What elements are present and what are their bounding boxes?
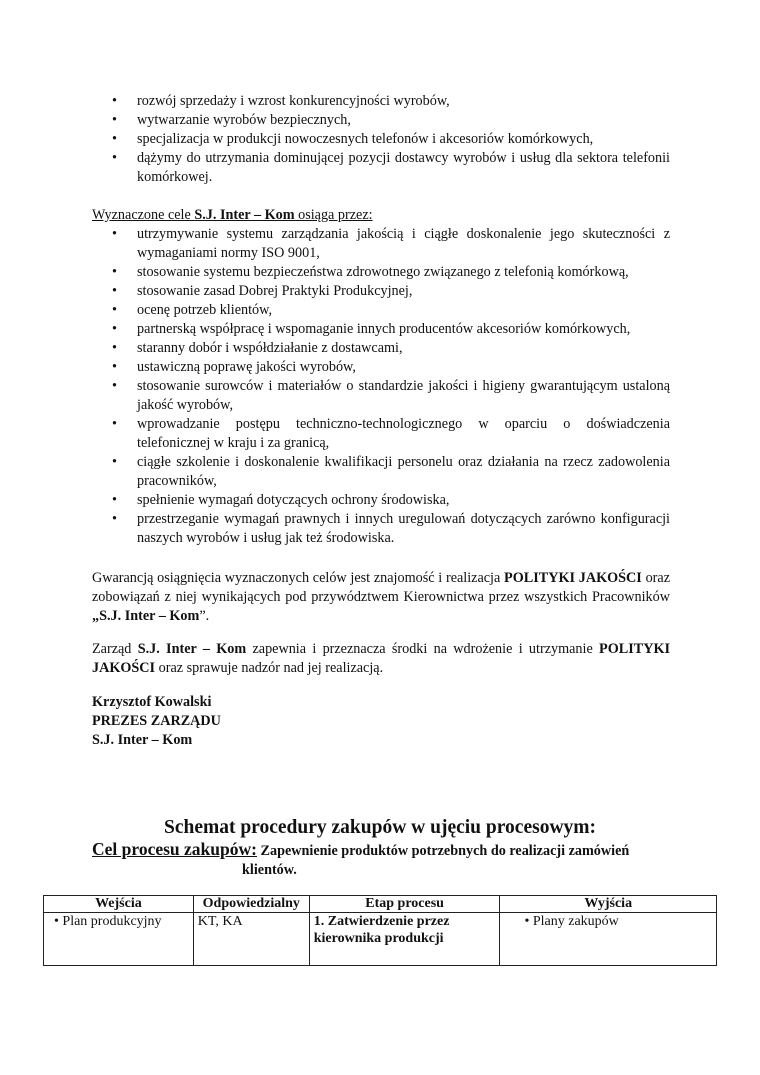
list-item: • partnerską współpracę i wspomaganie innych producentów akcesoriów komórkowych, <box>112 321 631 337</box>
list-item: • ocenę potrzeb klientów, <box>112 302 272 318</box>
list-item: • spełnienie wymagań dotyczących ochrony środowiska, <box>112 492 450 508</box>
bullet-icon: • <box>54 914 59 929</box>
list-item: • specjalizacja w produkcji nowoczesnych telefonów i akcesoriów komórkowych, <box>112 131 594 147</box>
bullet-icon: • <box>112 378 117 394</box>
bullet-icon: • <box>524 914 530 929</box>
cell-responsible: KT, KA <box>193 913 309 966</box>
bullet-icon: • <box>112 226 117 242</box>
header-responsible: Odpowiedzialny <box>193 896 309 913</box>
bullet-icon: • <box>112 131 117 147</box>
list-item: • wytwarzanie wyrobów bezpiecznych, <box>112 112 351 128</box>
table-row <box>44 913 717 966</box>
management-paragraph: Zarząd S.J. Inter – Kom zapewnia i przeznacza środki na wdrożenie i utrzymanie POLITYKI JAKOŚCI oraz sprawuje nadzór nad jej realizacją. <box>92 641 670 676</box>
bullet-icon: • <box>112 150 117 166</box>
list-item: • stosowanie surowców i materiałów o standardzie jakości i higieny gwarantującym ustaloną jakość wyrobów, <box>112 378 670 413</box>
list-item: • wprowadzanie postępu techniczno-technologicznego w oparciu o doświadczenia telefonicznej w kraju i za granicą, <box>112 416 670 451</box>
signature-name: Krzysztof Kowalski <box>92 694 212 710</box>
list-item: • staranny dobór i współdziałanie z dostawcami, <box>112 340 403 356</box>
schema-title: Schemat procedury zakupów w ujęciu procesowym: <box>163 817 597 838</box>
bullet-icon: • <box>112 416 117 432</box>
bullet-icon: • <box>112 359 117 375</box>
signature-company: S.J. Inter – Kom <box>92 732 193 748</box>
bullet-icon: • <box>112 93 117 109</box>
bullet-icon: • <box>112 511 117 527</box>
bullet-icon: • <box>112 454 117 470</box>
list-item: • rozwój sprzedaży i wzrost konkurencyjności wyrobów, <box>112 93 450 109</box>
bullet-icon: • <box>112 112 117 128</box>
goals-intro: Wyznaczone cele S.J. Inter – Kom osiąga przez: <box>92 207 373 223</box>
process-table <box>43 895 717 966</box>
process-goal-text: Zapewnienie produktów potrzebnych do realizacji zamówień <box>256 843 630 859</box>
list-item: • stosowanie systemu bezpieczeństwa zdrowotnego związanego z telefonią komórkową, <box>112 264 629 280</box>
process-goal-text-cont: klientów. <box>242 862 297 878</box>
goal-bullet-list <box>92 225 670 548</box>
bullet-icon: • <box>112 302 117 318</box>
signature-role: PREZES ZARZĄDU <box>92 713 221 729</box>
process-goal-label: Cel procesu zakupów: <box>92 839 257 859</box>
header-inputs: Wejścia <box>44 896 194 913</box>
cell-stage: 1. Zatwierdzenie przez kierownika produkcji <box>309 913 500 966</box>
process-goal <box>92 840 670 880</box>
list-item: • ciągłe szkolenie i doskonalenie kwalifikacji personelu oraz działania na rzecz zadowolenia pracowników, <box>112 454 670 489</box>
bullet-icon: • <box>112 340 117 356</box>
guarantee-paragraph: Gwarancją osiągnięcia wyznaczonych celów jest znajomość i realizacja POLITYKI JAKOŚCI oraz zobowiązań z niej wynikających pod przywództwem Kierownictwa przez wszystkich Pracowników „S.J. Inter – Kom”. <box>92 570 670 624</box>
cell-input: • Plan produkcyjny <box>44 913 194 966</box>
list-item: • ustawiczną poprawę jakości wyrobów, <box>112 359 356 375</box>
list-item: • przestrzeganie wymagań prawnych i innych uregulowań dotyczących zarówno konfiguracji naszych wyrobów i usług jak też środowiska. <box>112 511 670 546</box>
cell-output: • Plany zakupów <box>500 913 717 966</box>
list-item: • utrzymywanie systemu zarządzania jakością i ciągłe doskonalenie jego skuteczności z wymaganiami normy ISO 9001, <box>112 226 670 261</box>
top-bullet-list <box>92 92 670 187</box>
table-header-row <box>44 896 717 913</box>
bullet-icon: • <box>112 492 117 508</box>
list-item: • dążymy do utrzymania dominującej pozycji dostawcy wyrobów i usług dla sektora telefonii komórkowej. <box>112 150 670 185</box>
bullet-icon: • <box>112 264 117 280</box>
list-item: • stosowanie zasad Dobrej Praktyki Produkcyjnej, <box>112 283 413 299</box>
header-stage: Etap procesu <box>309 896 500 913</box>
bullet-icon: • <box>112 283 117 299</box>
header-outputs: Wyjścia <box>500 896 717 913</box>
bullet-icon: • <box>112 321 117 337</box>
